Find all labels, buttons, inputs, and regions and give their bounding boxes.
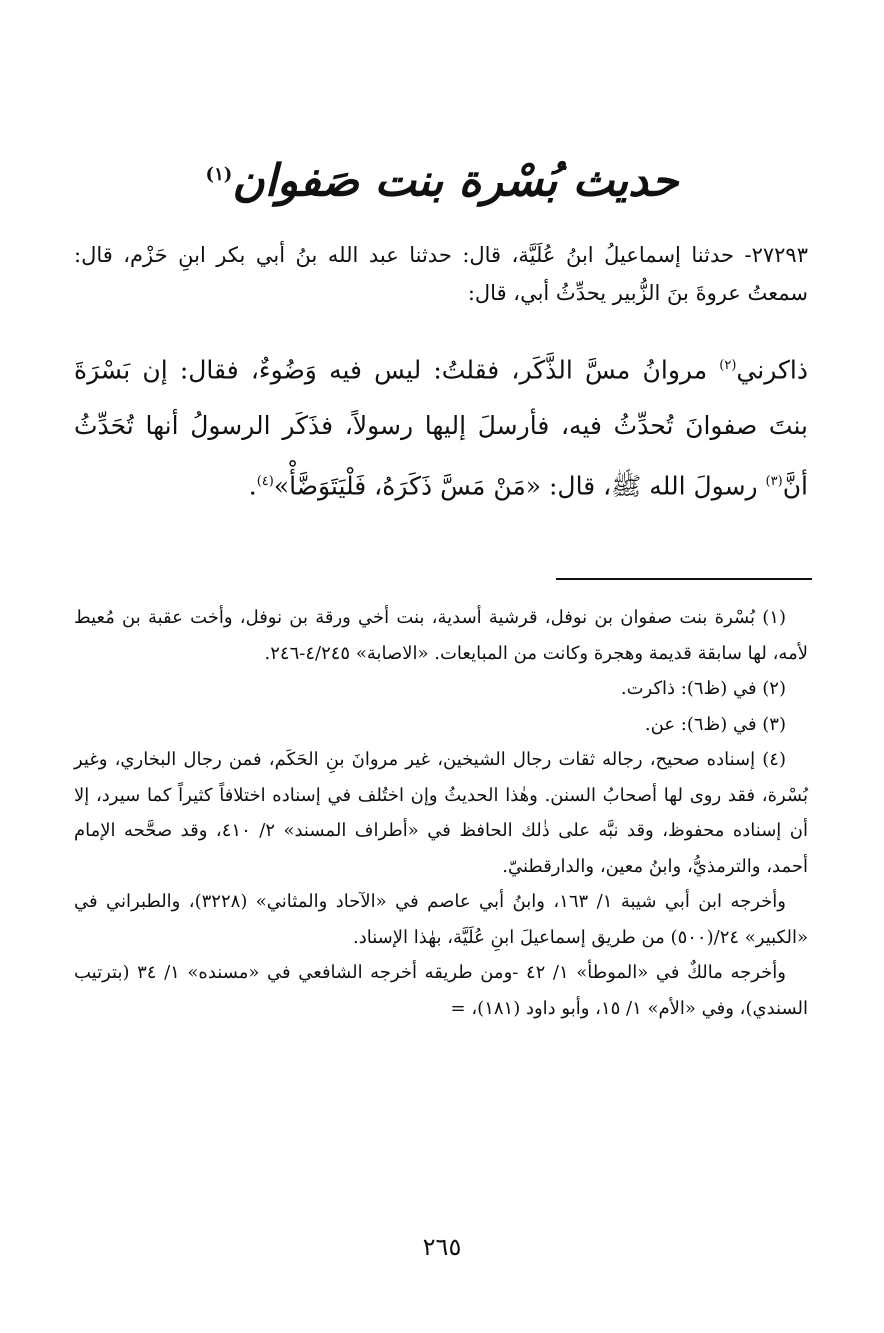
matn-text-4: . bbox=[248, 471, 257, 501]
footnote-divider bbox=[556, 578, 812, 580]
footnote-ref-3: (٣) bbox=[765, 474, 783, 490]
matn-text-1: ذاكرني bbox=[736, 355, 808, 385]
chapter-title bbox=[0, 140, 884, 217]
matn-text-3: رسولَ الله ﷺ، قال: «مَنْ مَسَّ ذَكَرَهُ، فَلْيَتَوَضَّأْ» bbox=[273, 471, 766, 501]
hadith-isnad: ٢٧٢٩٣- حدثنا إسماعيلُ ابنُ عُلَيَّة، قال: حدثنا عبد الله بنُ أبي بكر ابنِ حَزْم، قال: سمعتُ عروةَ بنَ الزُّبير يحدِّثُ أبي، قال: bbox=[74, 243, 808, 305]
matn-text-2: مروانُ مسَّ الذَّكَر، فقلتُ: ليس فيه وَضُوءٌ، فقال: إن بَسْرَةَ بنتَ صفوانَ تُحدِّثُ فيه، فأرسلَ إليها رسولاً، فذَكَر الرسولُ أنها تُحَدِّثُ أنَّ bbox=[74, 355, 808, 501]
footnote-ref-2: (٢) bbox=[719, 358, 737, 373]
page-number: ٢٦٥ bbox=[422, 1233, 462, 1261]
footnote-1: (١) بُسْرة بنت صفوان بن نوفل، قرشية أسدية، بنت أخي ورقة بن نوفل، وأخت عقبة بن مُعيط لأمه، لها سابقة قديمة وهجرة وكانت من المبايعات. «الاصابة» ٤/٢٤٥-٢٤٦. bbox=[74, 607, 808, 664]
footnote-ref-4: (٤) bbox=[256, 474, 274, 490]
footnote-3: (٣) في (ظ٦): عن. bbox=[644, 713, 786, 735]
chapter-title-text: حديث بُسْرة بنت صَفوان bbox=[232, 155, 679, 207]
footnote-4-continued-2: وأخرجه مالكٌ في «الموطأ» ١/ ٤٢ -ومن طريقه أخرجه الشافعي في «مسنده» ١/ ٣٤ (بترتيب السندي)، وفي «الأم» ١/ ١٥، وأبو داود (١٨١)، = bbox=[74, 962, 808, 1019]
footnote-2: (٢) في (ظ٦): ذاكرت. bbox=[620, 678, 786, 699]
hadith-matn bbox=[74, 338, 808, 515]
footnotes-section bbox=[74, 600, 808, 1026]
footnote-4-continued: وأخرجه ابن أبي شيبة ١/ ١٦٣، وابنُ أبي عاصم في «الآحاد والمثاني» (٣٢٢٨)، والطبراني في «الكبير» ٢٤/(٥٠٠) من طريق إسماعيلَ ابنِ عُلَيَّة، بهٰذا الإسناد. bbox=[74, 891, 808, 948]
title-footnote-ref: (١) bbox=[205, 164, 233, 185]
footnote-4: (٤) إسناده صحيح، رجاله ثقات رجال الشيخين، غير مروانَ بنِ الحَكَم، فمن رجال البخاري، وغير بُسْرة، فقد روى لها أصحابُ السنن. وهٰذا الحديثُ وإن اختُلف في إسناده اختلافاً كثيراً كما سيرد، إلا أن إسناده محفوظ، وقد نبَّه على ذٰلك الحافظ في «أطراف المسند» ٢/ ٤١٠، وقد صحَّحه الإمام أحمد، والترمذيُّ، وابنُ معين، والدارقطنيّ. bbox=[74, 749, 808, 877]
